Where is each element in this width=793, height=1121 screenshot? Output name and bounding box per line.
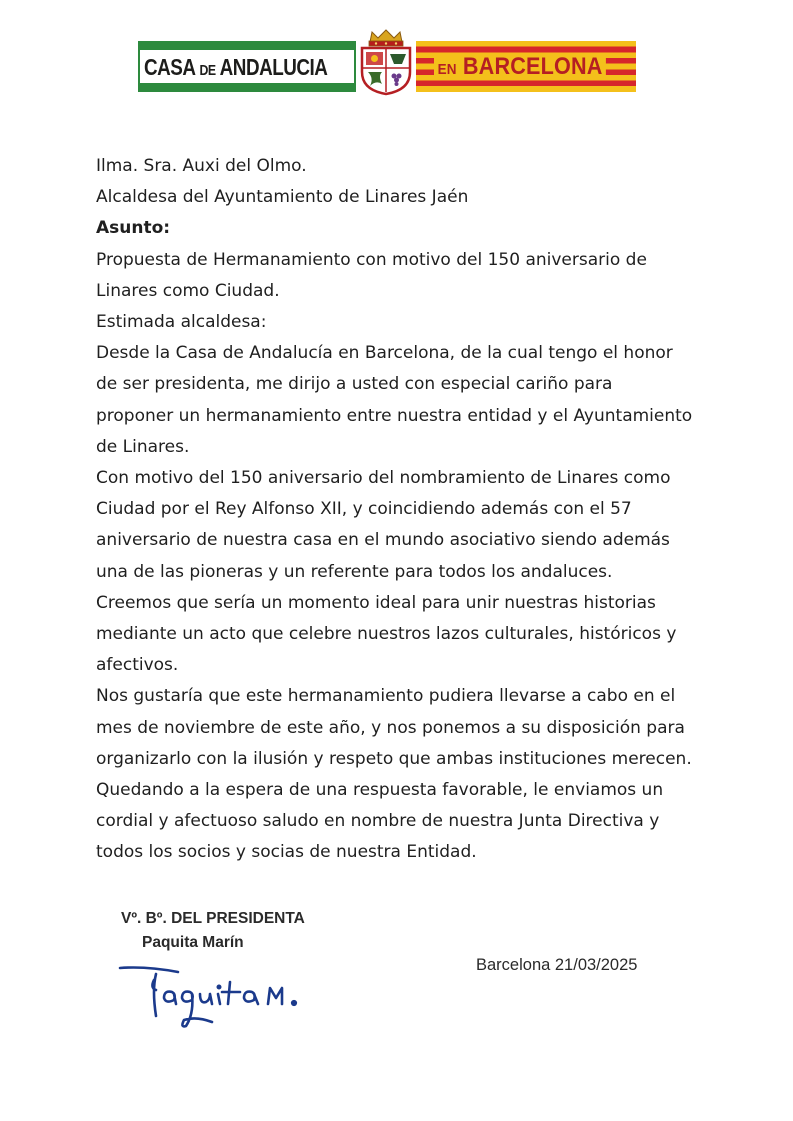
handwritten-signature bbox=[116, 960, 316, 1040]
letterhead-right-text: EN BARCELONA bbox=[434, 54, 606, 80]
paragraph-line: Quedando a la espera de una respuesta favorable, le enviamos un bbox=[96, 780, 664, 801]
paragraph-line: de Linares. bbox=[96, 436, 190, 457]
paragraph-line: aniversario de nuestra casa en el mundo asociativo siendo además bbox=[96, 530, 670, 551]
subject-line: Linares como Ciudad. bbox=[96, 280, 280, 301]
coat-of-arms-icon bbox=[356, 28, 416, 96]
signer-name: Paquita Marín bbox=[142, 934, 244, 951]
subject-label: Asunto: bbox=[96, 218, 171, 239]
paragraph-line: de ser presidenta, me dirijo a usted con especial cariño para bbox=[96, 374, 613, 395]
letterhead-left-banner bbox=[138, 41, 356, 92]
paragraph-line: Ciudad por el Rey Alfonso XII, y coincidiendo además con el 57 bbox=[96, 499, 632, 520]
subject-line: Propuesta de Hermanamiento con motivo del 150 aniversario de bbox=[96, 249, 647, 270]
paragraph-line: una de las pioneras y un referente para todos los andaluces. bbox=[96, 561, 613, 582]
paragraph-line: organizarlo con la ilusión y respeto que ambas instituciones merecen. bbox=[96, 748, 692, 769]
paragraph-line: Con motivo del 150 aniversario del nombramiento de Linares como bbox=[96, 468, 671, 489]
paragraph-line: cordial y afectuoso saludo en nombre de nuestra Junta Directiva y bbox=[96, 811, 660, 832]
letterhead-left-text: CASA DE ANDALUCIA bbox=[144, 54, 328, 80]
letterhead bbox=[138, 28, 638, 96]
paragraph-line: Desde la Casa de Andalucía en Barcelona, de la cual tengo el honor bbox=[96, 343, 673, 364]
paragraph-line: afectivos. bbox=[96, 655, 179, 676]
paragraph-line: Nos gustaría que este hermanamiento pudiera llevarse a cabo en el bbox=[96, 686, 676, 707]
signature-title: Vº. Bº. DEL PRESIDENTA bbox=[121, 910, 305, 927]
paragraph-line: todos los socios y socias de nuestra Entidad. bbox=[96, 842, 477, 863]
letter-body bbox=[96, 151, 706, 869]
paragraph-line: proponer un hermanamiento entre nuestra entidad y el Ayuntamiento bbox=[96, 405, 693, 426]
paragraph-line: mes de noviembre de este año, y nos ponemos a su disposición para bbox=[96, 717, 685, 738]
recipient-title: Alcaldesa del Ayuntamiento de Linares Jaén bbox=[96, 187, 469, 208]
greeting: Estimada alcaldesa: bbox=[96, 312, 267, 333]
paragraph-line: Creemos que sería un momento ideal para unir nuestras historias bbox=[96, 592, 656, 613]
place-date: Barcelona 21/03/2025 bbox=[476, 956, 638, 974]
paragraph-line: mediante un acto que celebre nuestros lazos culturales, históricos y bbox=[96, 624, 677, 645]
recipient-line: Ilma. Sra. Auxi del Olmo. bbox=[96, 156, 307, 176]
letterhead-right-banner bbox=[416, 41, 636, 92]
